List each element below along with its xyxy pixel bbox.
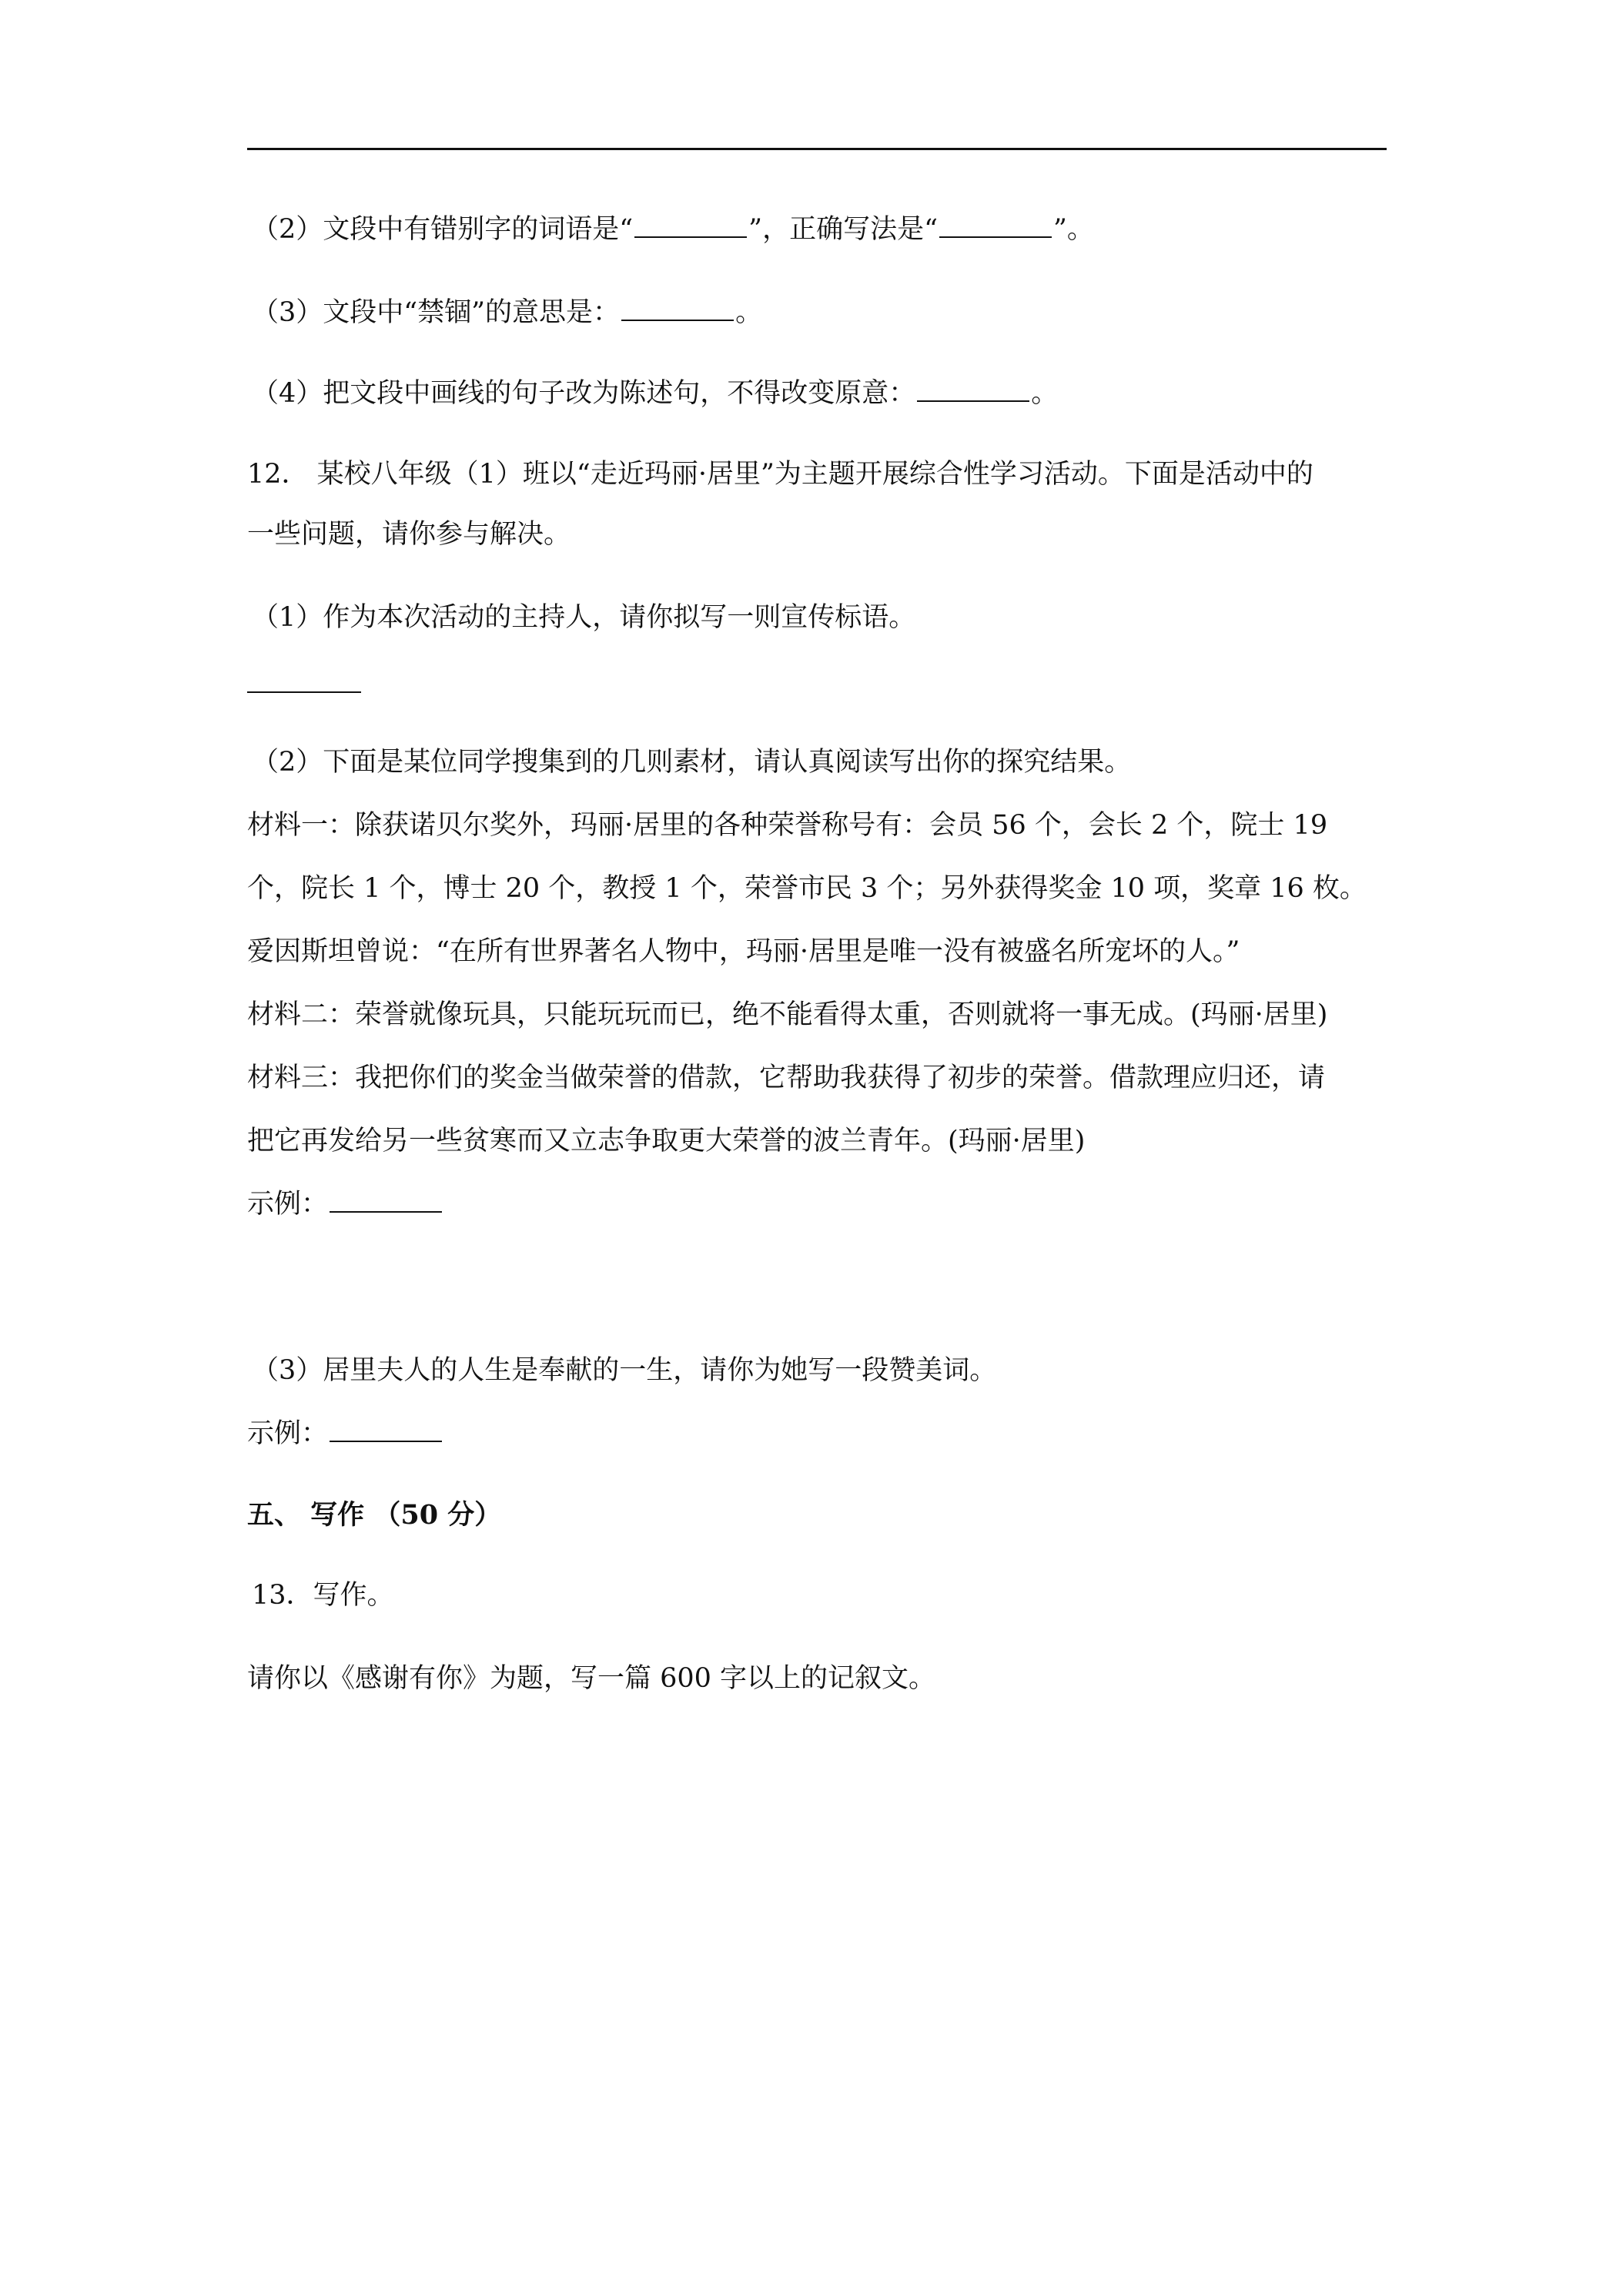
- q11-sub2-prefix: （2）文段中有错别字的词语是“: [252, 214, 634, 245]
- q11-sub4: [247, 375, 1391, 412]
- q13-prompt: 请你以《感谢有你》为题，写一篇 600 字以上的记叙文。: [247, 1663, 936, 1694]
- q13-title: 13．写作。: [252, 1580, 394, 1611]
- material1-line1: 材料一：除获诺贝尔奖外，玛丽·居里的各种荣誉称号有：会员 56 个，会长 2 个，院士 19: [247, 810, 1328, 841]
- answer-blank-correct-word[interactable]: [939, 212, 1052, 238]
- q11-sub2: [247, 211, 1391, 248]
- q11-sub4-suffix: 。: [1031, 378, 1059, 409]
- q11-sub2-middle: ”，正确写法是“: [748, 214, 938, 245]
- answer-blank-exploration[interactable]: [330, 1186, 442, 1213]
- section5-heading: 五、 写作 （50 分）: [247, 1499, 502, 1531]
- answer-blank-meaning[interactable]: [621, 295, 734, 321]
- example-label: 示例：: [247, 1418, 329, 1449]
- q11-sub3: [247, 294, 1391, 331]
- q12-sub2: （2）下面是某位同学搜集到的几则素材，请认真阅读写出你的探究结果。: [252, 747, 1132, 778]
- q11-sub4-prefix: （4）把文段中画线的句子改为陈述句，不得改变原意：: [252, 378, 916, 409]
- q11-sub2-suffix: ”。: [1052, 214, 1094, 245]
- q12-sub3-example: [247, 1415, 1387, 1452]
- q12-stem-line1: 12． 某校八年级（1）班以“走近玛丽·居里”为主题开展综合性学习活动。下面是活动中的: [247, 459, 1313, 490]
- material3-line1: 材料三：我把你们的奖金当做荣誉的借款，它帮助我获得了初步的荣誉。借款理应归还，请: [247, 1063, 1326, 1093]
- q12-sub1: （1）作为本次活动的主持人，请你拟写一则宣传标语。: [252, 602, 916, 633]
- answer-blank-wrong-word[interactable]: [634, 212, 747, 238]
- answer-blank-declarative[interactable]: [917, 376, 1029, 402]
- material1-line3: 爱因斯坦曾说：“在所有世界著名人物中，玛丽·居里是唯一没有被盛名所宠坏的人。”: [247, 936, 1240, 967]
- q11-sub3-suffix: 。: [735, 297, 763, 328]
- q12-sub2-example: [247, 1186, 1387, 1223]
- header-rule: [247, 148, 1387, 150]
- material3-line2: 把它再发给另一些贫寒而又立志争取更大荣誉的波兰青年。(玛丽·居里): [247, 1126, 1086, 1156]
- example-label: 示例：: [247, 1189, 329, 1220]
- q12-stem-line2: 一些问题，请你参与解决。: [247, 519, 571, 550]
- q12-sub3: （3）居里夫人的人生是奉献的一生，请你为她写一段赞美词。: [252, 1355, 997, 1386]
- answer-blank-praise[interactable]: [330, 1416, 442, 1442]
- material2: 材料二：荣誉就像玩具，只能玩玩而已，绝不能看得太重，否则就将一事无成。(玛丽·居里): [247, 999, 1328, 1030]
- material1-line2: 个，院长 1 个，博士 20 个，教授 1 个，荣誉市民 3 个；另外获得奖金 10 项，奖章 16 枚。: [247, 873, 1367, 904]
- q11-sub3-prefix: （3）文段中“禁锢”的意思是：: [252, 297, 621, 328]
- answer-blank-slogan[interactable]: [247, 691, 361, 693]
